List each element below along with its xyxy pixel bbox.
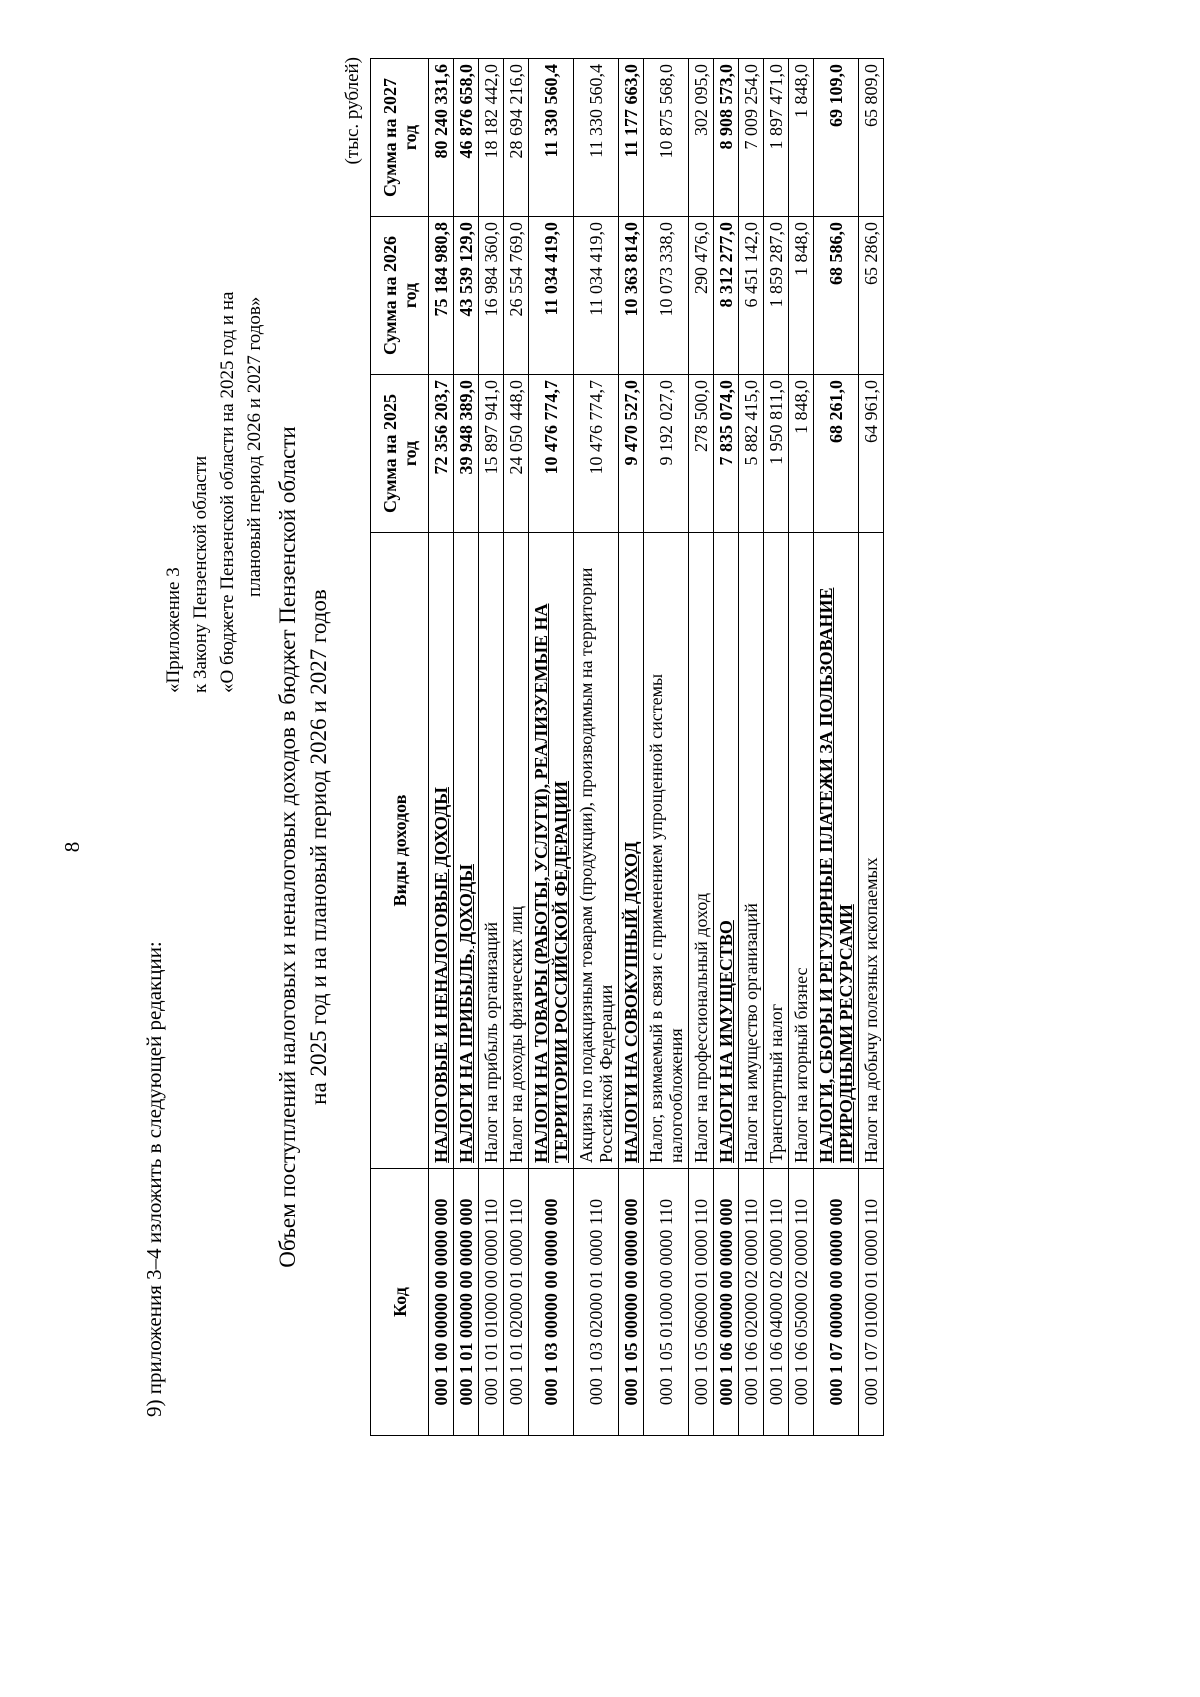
row-code: 000 1 05 06000 01 0000 110 xyxy=(689,1169,714,1436)
row-name: Акцизы по подакцизным товарам (продукции), производимым на территории Российской Федерации xyxy=(574,533,619,1169)
row-value-2026: 11 034 419,0 xyxy=(574,217,619,375)
table-row xyxy=(574,59,619,1436)
row-code: 000 1 06 04000 02 0000 110 xyxy=(764,1169,789,1436)
row-name: Налог на добычу полезных ископаемых xyxy=(859,533,884,1169)
table-row xyxy=(714,59,739,1436)
row-code: 000 1 03 00000 00 0000 000 xyxy=(529,1169,574,1436)
row-code: 000 1 06 05000 02 0000 110 xyxy=(789,1169,814,1436)
table-row xyxy=(429,59,454,1436)
row-value-2025: 39 948 389,0 xyxy=(454,375,479,533)
table-row xyxy=(764,59,789,1436)
table-body xyxy=(429,59,884,1436)
row-value-2027: 7 009 254,0 xyxy=(739,59,764,217)
table-row xyxy=(814,59,859,1436)
row-value-2026: 1 859 287,0 xyxy=(764,217,789,375)
row-value-2027: 1 897 471,0 xyxy=(764,59,789,217)
row-value-2027: 11 330 560,4 xyxy=(529,59,574,217)
row-value-2026: 65 286,0 xyxy=(859,217,884,375)
table-row xyxy=(619,59,644,1436)
row-value-2026: 26 554 769,0 xyxy=(504,217,529,375)
row-value-2026: 10 363 814,0 xyxy=(619,217,644,375)
row-value-2025: 15 897 941,0 xyxy=(479,375,504,533)
row-value-2026: 11 034 419,0 xyxy=(529,217,574,375)
table-row xyxy=(789,59,814,1436)
row-name: НАЛОГИ НА ПРИБЫЛЬ, ДОХОДЫ xyxy=(454,533,479,1169)
row-code: 000 1 07 01000 01 0000 110 xyxy=(859,1169,884,1436)
row-code: 000 1 03 02000 01 0000 110 xyxy=(574,1169,619,1436)
row-name: НАЛОГИ, СБОРЫ И РЕГУЛЯРНЫЕ ПЛАТЕЖИ ЗА ПОЛЬЗОВАНИЕ ПРИРОДНЫМИ РЕСУРСАМИ xyxy=(814,533,859,1169)
row-name: НАЛОГИ НА СОВОКУПНЫЙ ДОХОД xyxy=(619,533,644,1169)
row-code: 000 1 07 00000 00 0000 000 xyxy=(814,1169,859,1436)
row-value-2025: 72 356 203,7 xyxy=(429,375,454,533)
annex-line: к Закону Пензенской области xyxy=(190,455,211,693)
annex-block xyxy=(160,292,268,693)
row-value-2027: 302 095,0 xyxy=(689,59,714,217)
row-value-2026: 43 539 129,0 xyxy=(454,217,479,375)
table-row xyxy=(454,59,479,1436)
row-name: Налог на прибыль организаций xyxy=(479,533,504,1169)
annex-line: «О бюджете Пензенской области на 2025 год и на xyxy=(217,291,238,693)
row-value-2027: 18 182 442,0 xyxy=(479,59,504,217)
row-name: Налог на профессиональный доход xyxy=(689,533,714,1169)
row-value-2026: 6 451 142,0 xyxy=(739,217,764,375)
row-value-2026: 290 476,0 xyxy=(689,217,714,375)
intro-text: 9) приложения 3–4 изложить в следующей редакции: xyxy=(142,941,166,1417)
row-code: 000 1 06 02000 02 0000 110 xyxy=(739,1169,764,1436)
row-code: 000 1 05 00000 00 0000 000 xyxy=(619,1169,644,1436)
row-value-2027: 46 876 658,0 xyxy=(454,59,479,217)
income-table xyxy=(370,58,884,1436)
row-value-2025: 1 950 811,0 xyxy=(764,375,789,533)
row-value-2026: 1 848,0 xyxy=(789,217,814,375)
row-value-2027: 69 109,0 xyxy=(814,59,859,217)
table-row xyxy=(739,59,764,1436)
annex-line: плановый период 2026 и 2027 годов» xyxy=(244,296,265,597)
header-name: Виды доходов xyxy=(371,533,429,1169)
document-title xyxy=(272,257,334,1437)
row-code: 000 1 01 02000 01 0000 110 xyxy=(504,1169,529,1436)
row-code: 000 1 01 01000 00 0000 110 xyxy=(479,1169,504,1436)
row-value-2026: 16 984 360,0 xyxy=(479,217,504,375)
page-number: 8 xyxy=(60,841,84,853)
row-value-2027: 1 848,0 xyxy=(789,59,814,217)
row-value-2027: 65 809,0 xyxy=(859,59,884,217)
row-value-2025: 9 192 027,0 xyxy=(644,375,689,533)
table-row xyxy=(859,59,884,1436)
row-value-2025: 9 470 527,0 xyxy=(619,375,644,533)
table-row xyxy=(644,59,689,1436)
row-value-2026: 75 184 980,8 xyxy=(429,217,454,375)
row-code: 000 1 01 00000 00 0000 000 xyxy=(454,1169,479,1436)
header-code: Код xyxy=(371,1169,429,1436)
row-value-2027: 80 240 331,6 xyxy=(429,59,454,217)
row-value-2027: 8 908 573,0 xyxy=(714,59,739,217)
row-value-2025: 10 476 774,7 xyxy=(574,375,619,533)
row-code: 000 1 06 00000 00 0000 000 xyxy=(714,1169,739,1436)
title-line: Объем поступлений налоговых и неналоговых доходов в бюджет Пензенской области xyxy=(275,426,300,1268)
units-label: (тыс. рублей) xyxy=(342,57,363,165)
row-value-2027: 11 330 560,4 xyxy=(574,59,619,217)
row-name: Налог на доходы физических лиц xyxy=(504,533,529,1169)
row-value-2027: 28 694 216,0 xyxy=(504,59,529,217)
row-value-2025: 5 882 415,0 xyxy=(739,375,764,533)
table-row xyxy=(529,59,574,1436)
header-2027: Сумма на 2027 год xyxy=(371,59,429,217)
row-name: Транспортный налог xyxy=(764,533,789,1169)
header-2026: Сумма на 2026 год xyxy=(371,217,429,375)
row-name: НАЛОГОВЫЕ И НЕНАЛОГОВЫЕ ДОХОДЫ xyxy=(429,533,454,1169)
row-value-2025: 278 500,0 xyxy=(689,375,714,533)
row-value-2026: 10 073 338,0 xyxy=(644,217,689,375)
table-header-row xyxy=(371,59,429,1436)
row-value-2025: 7 835 074,0 xyxy=(714,375,739,533)
row-value-2025: 24 050 448,0 xyxy=(504,375,529,533)
table-row xyxy=(504,59,529,1436)
row-value-2027: 11 177 663,0 xyxy=(619,59,644,217)
table-row xyxy=(479,59,504,1436)
table-row xyxy=(689,59,714,1436)
row-name: НАЛОГИ НА ИМУЩЕСТВО xyxy=(714,533,739,1169)
row-name: Налог на имущество организаций xyxy=(739,533,764,1169)
row-value-2026: 68 586,0 xyxy=(814,217,859,375)
row-name: Налог, взимаемый в связи с применением упрощенной системы налогообложения xyxy=(644,533,689,1169)
row-name: Налог на игорный бизнес xyxy=(789,533,814,1169)
annex-line: «Приложение 3 xyxy=(163,567,184,693)
row-value-2025: 1 848,0 xyxy=(789,375,814,533)
row-code: 000 1 05 01000 00 0000 110 xyxy=(644,1169,689,1436)
row-value-2027: 10 875 568,0 xyxy=(644,59,689,217)
row-name: НАЛОГИ НА ТОВАРЫ (РАБОТЫ, УСЛУГИ), РЕАЛИЗУЕМЫЕ НА ТЕРРИТОРИИ РОССИЙСКОЙ ФЕДЕРАЦИИ xyxy=(529,533,574,1169)
row-value-2026: 8 312 277,0 xyxy=(714,217,739,375)
row-value-2025: 68 261,0 xyxy=(814,375,859,533)
row-value-2025: 10 476 774,7 xyxy=(529,375,574,533)
header-2025: Сумма на 2025 год xyxy=(371,375,429,533)
row-value-2025: 64 961,0 xyxy=(859,375,884,533)
row-code: 000 1 00 00000 00 0000 000 xyxy=(429,1169,454,1436)
title-line: на 2025 год и на плановый период 2026 и 2027 годов xyxy=(306,589,331,1105)
